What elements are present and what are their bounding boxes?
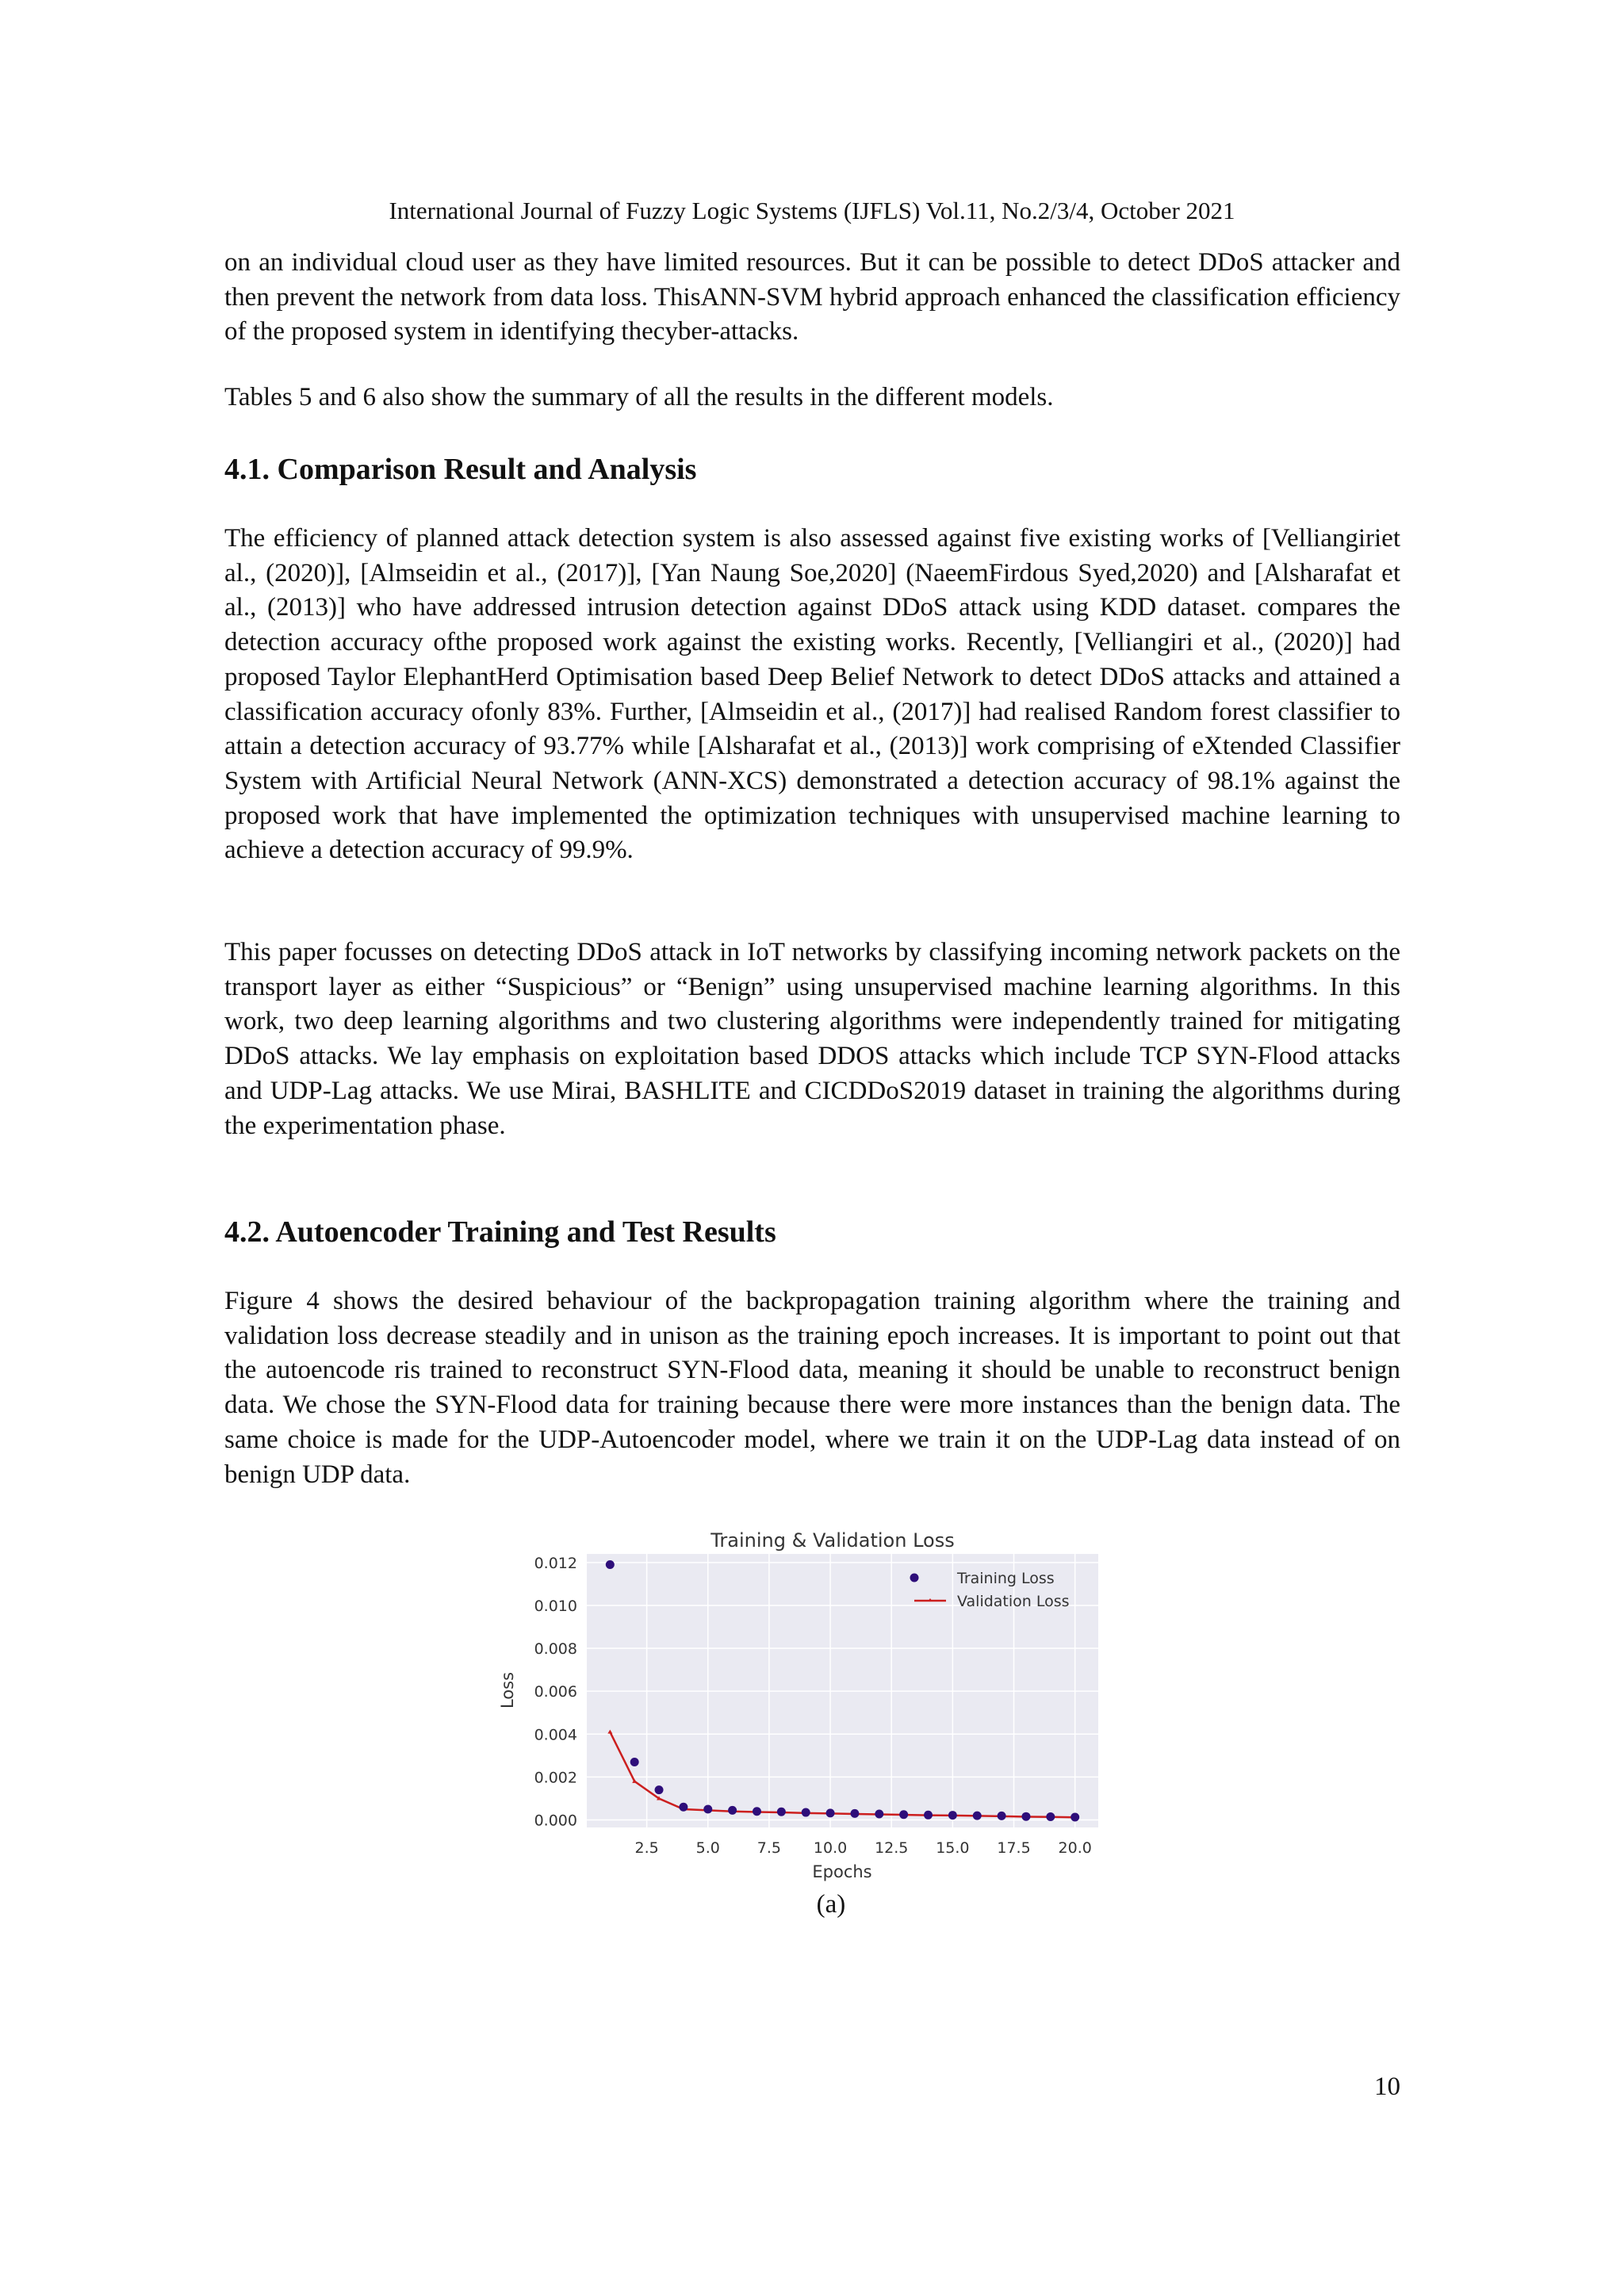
x-tick-label: 17.5 (997, 1839, 1031, 1857)
training-loss-point (655, 1785, 664, 1794)
training-loss-point (924, 1811, 933, 1820)
training-loss-point (1071, 1813, 1079, 1822)
training-loss-point (826, 1808, 835, 1817)
training-loss-point (753, 1807, 761, 1816)
training-loss-point (802, 1808, 810, 1817)
paragraph-comparison: The efficiency of planned attack detection system is also assessed against five existing works of [Velliangiriet al., (2020)], [Almseidin et al., (2017)], [Yan Naung Soe,2020] (NaeemFirdous Syed,2020) and [Alsharafat et al., (2013)] who have addressed intrusion detection against DDoS attack using KDD dataset. compares the detection accuracy ofthe proposed work against the existing works. Recently, [Velliangiri et al., (2020)] had proposed Taylor ElephantHerd Optimisation based Deep Belief Network to detect DDoS attacks and attained a classification accuracy ofonly 83%. Further, [Almseidin et al., (2017)] had realised Random forest classifier to attain a detection accuracy of 93.77% while [Alsharafat et al., (2013)] work comprising of eXtended Classifier System with Artificial Neural Network (ANN-XCS) demonstrated a detection accuracy of 98.1% against the proposed work that have implemented the optimization techniques with unsupervised machine learning to achieve a detection accuracy of 99.9%. (224, 524, 1400, 865)
training-loss-point (875, 1809, 883, 1818)
y-axis-label: Loss (498, 1671, 517, 1709)
training-loss-point (899, 1810, 908, 1819)
paragraph-tables-summary: Tables 5 and 6 also show the summary of all the results in the different models. (224, 383, 1054, 411)
training-loss-point (1021, 1812, 1030, 1821)
y-tick-label: 0.008 (534, 1640, 577, 1659)
x-tick-label: 15.0 (936, 1839, 970, 1857)
y-tick-label: 0.006 (534, 1683, 577, 1701)
x-tick-label: 20.0 (1058, 1839, 1092, 1857)
y-tick-label: 0.000 (534, 1812, 577, 1830)
training-loss-point (703, 1805, 712, 1814)
training-loss-point (606, 1560, 615, 1569)
training-loss-point (679, 1803, 688, 1812)
legend-validation-label: Validation Loss (957, 1593, 1070, 1610)
figure-caption: (a) (816, 1890, 846, 1919)
section-heading-autoencoder: 4.2. Autoencoder Training and Test Results (224, 1215, 776, 1249)
y-tick-label: 0.002 (534, 1769, 577, 1787)
page-number: 10 (1374, 2072, 1400, 2101)
training-loss-point (850, 1809, 859, 1818)
section-heading-comparison: 4.1. Comparison Result and Analysis (224, 453, 697, 486)
training-loss-point (630, 1758, 639, 1766)
y-tick-label: 0.012 (534, 1554, 577, 1572)
loss-chart (484, 1518, 1106, 1891)
training-loss-point (973, 1812, 982, 1820)
x-tick-label: 7.5 (756, 1839, 782, 1857)
training-loss-point (728, 1806, 737, 1815)
x-axis-label: Epochs (812, 1862, 872, 1881)
x-tick-label: 5.0 (695, 1839, 720, 1857)
x-tick-label: 10.0 (813, 1839, 848, 1857)
training-loss-point (998, 1812, 1006, 1820)
training-loss-point (1046, 1812, 1055, 1821)
y-tick-label: 0.004 (534, 1726, 577, 1744)
x-tick-label: 2.5 (634, 1839, 659, 1857)
x-tick-label: 12.5 (875, 1839, 909, 1857)
chart-title: Training & Validation Loss (710, 1529, 955, 1552)
loss-chart-figure (484, 1518, 1106, 1891)
running-header: International Journal of Fuzzy Logic Systems (IJFLS) Vol.11, No.2/3/4, October 2021 (389, 197, 1235, 224)
training-loss-point (777, 1808, 786, 1816)
paragraph-ddos-iot: This paper focusses on detecting DDoS attack in IoT networks by classifying incoming network packets on the transport layer as either “Suspicious” or “Benign” using unsupervised machine learning algorithms. In this work, two deep learning algorithms and two clustering algorithms were independently trained for mitigating DDoS attacks. We lay emphasis on exploitation based DDOS attacks which include TCP SYN-Flood attacks and UDP-Lag attacks. We use Mirai, BASHLITE and CICDDoS2019 dataset in training the algorithms during the experimentation phase. (224, 938, 1400, 1140)
training-loss-point (948, 1811, 957, 1820)
legend-training-marker (910, 1574, 919, 1582)
y-tick-label: 0.010 (534, 1597, 577, 1615)
legend-training-label: Training Loss (957, 1570, 1055, 1587)
paragraph-cloud-user: on an individual cloud user as they have limited resources. But it can be possible to detect DDoS attacker and then prevent the network from data loss. ThisANN-SVM hybrid approach enhanced the classification efficiency of the proposed system in identifying thecyber-attacks. (224, 248, 1400, 346)
paragraph-figure-description: Figure 4 shows the desired behaviour of the backpropagation training algorithm where the training and validation loss decrease steadily and in unison as the training epoch increases. It is important to point out that the autoencode ris trained to reconstruct SYN-Flood data, meaning it should be unable to reconstruct benign data. We chose the SYN-Flood data for training because there were more instances than the benign data. The same choice is made for the UDP-Autoencoder model, where we train it on the UDP-Lag data instead of on benign UDP data. (224, 1287, 1400, 1489)
